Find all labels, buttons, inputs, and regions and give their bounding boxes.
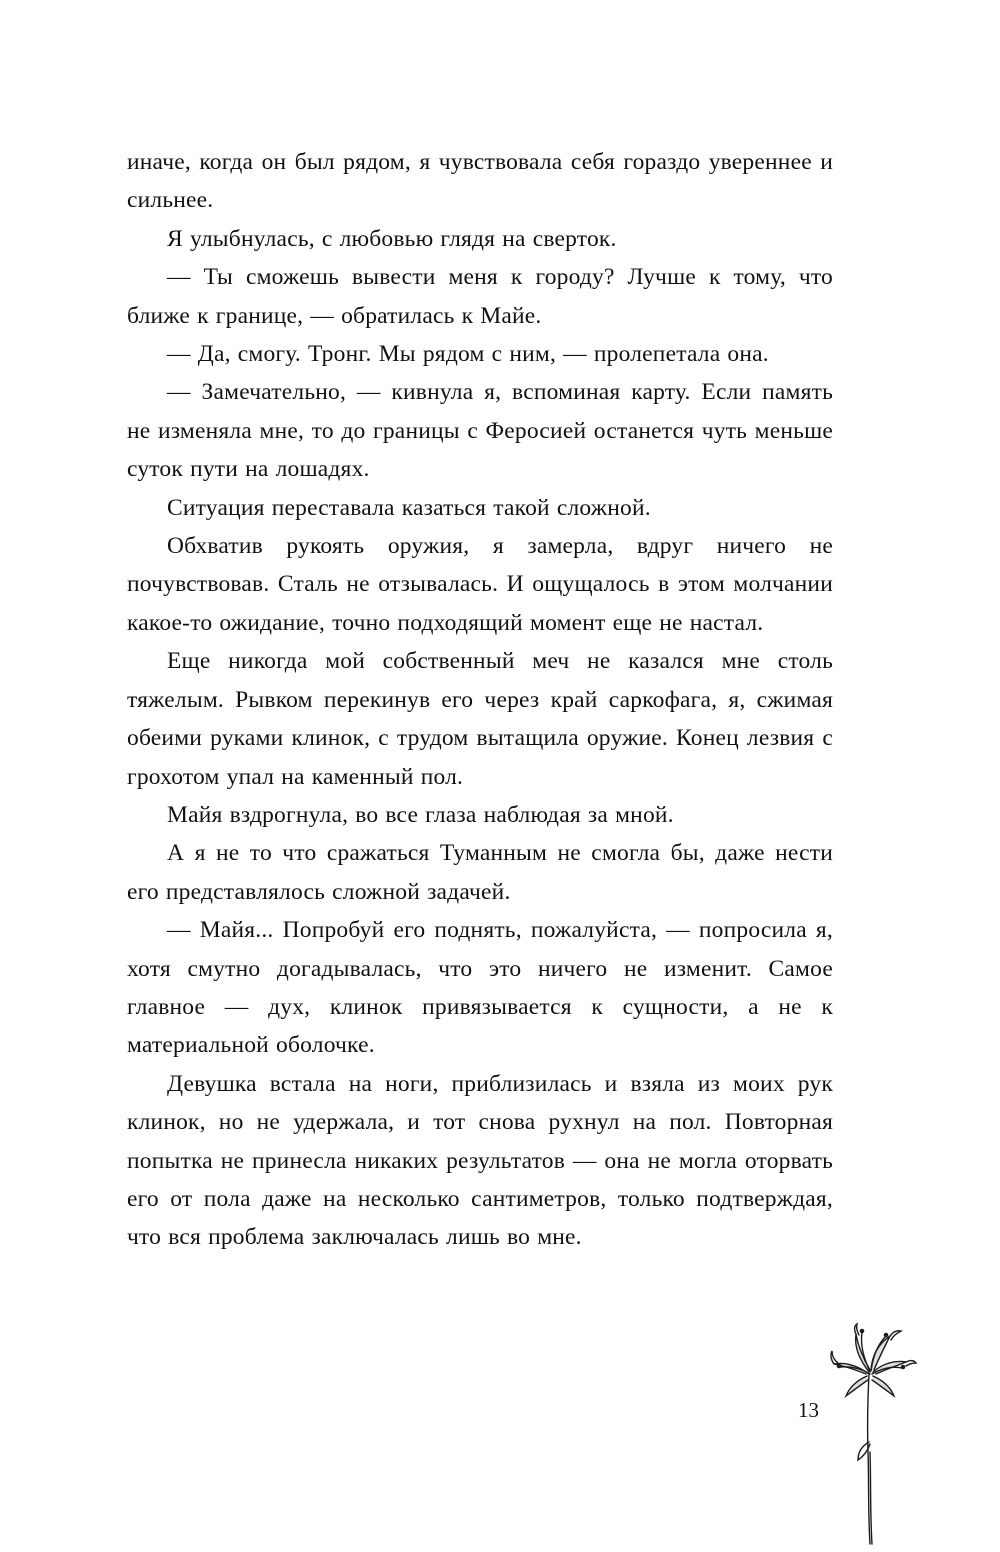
paragraph: — Ты сможешь вывести меня к городу? Лучше к тому, что ближе к границе, — обратилась к Майе. xyxy=(127,264,833,329)
paragraph: Майя вздрогнула, во все глаза наблюдая за мной. xyxy=(167,801,674,828)
paragraph: — Замечательно, — кивнула я, вспоминая карту. Если память не изменяла мне, то до границы с Феросией останется чуть меньше суток пути на лошадях. xyxy=(127,379,833,483)
paragraph: А я не то что сражаться Туманным не смогла бы, даже нести его представлялось сложной задачей. xyxy=(127,840,833,905)
page-number: 13 xyxy=(798,1398,819,1422)
paragraph: Еще никогда мой собственный меч не казался мне столь тяжелым. Рывком перекинув его через край саркофага, я, сжимая обеими руками клинок, с трудом вытащила оружие. Конец лезвия с грохотом упал на каменный пол. xyxy=(127,648,833,790)
body-text xyxy=(127,143,833,1257)
paragraph: — Да, смогу. Тронг. Мы рядом с ним, — пролепетала она. xyxy=(167,341,769,368)
paragraph: Ситуация переставала казаться такой сложной. xyxy=(167,494,651,521)
spider-lily-flower-icon xyxy=(818,1322,918,1546)
paragraph: Девушка встала на ноги, приблизилась и взяла из моих рук клинок, но не удержала, и тот снова рухнул на пол. Повторная попытка не принесла никаких результатов — она не могла оторвать его от пола даже на несколько сантиметров, только подтверждая, что вся проблема заключалась лишь во мне. xyxy=(127,1070,833,1251)
paragraph: Я улыбнулась, с любовью глядя на сверток. xyxy=(167,225,617,252)
paragraph: — Майя... Попробуй его поднять, пожалуйста, — попросила я, хотя смутно догадывалась, что это ничего не изменит. Самое главное — дух, клинок привязывается к сущности, а не к материальной оболочке. xyxy=(127,917,833,1059)
paragraph: иначе, когда он был рядом, я чувствовала себя гораздо увереннее и сильнее. xyxy=(127,149,833,214)
paragraph: Обхватив рукоять оружия, я замерла, вдруг ничего не почувствовав. Сталь не отзывалась. И ощущалось в этом молчании какое-то ожидание, точно подходящий момент еще не настал. xyxy=(127,533,833,636)
